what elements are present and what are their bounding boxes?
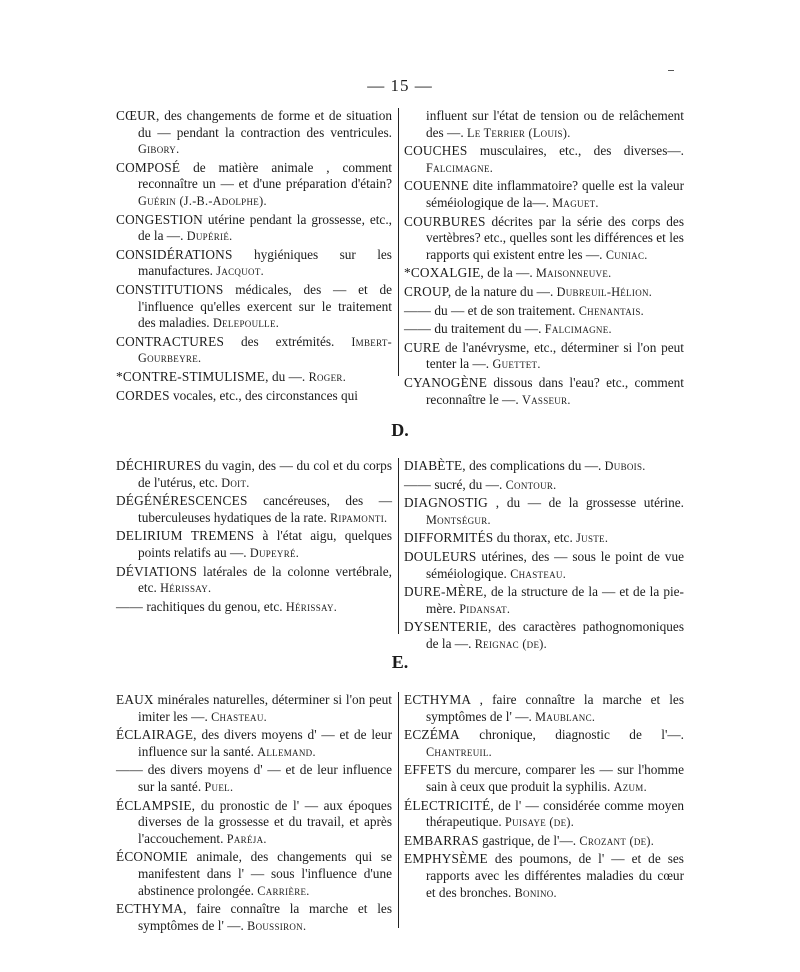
entry-headword: ÉCONOMIE	[116, 849, 188, 865]
page-number: — 15 —	[367, 76, 433, 95]
column-right	[404, 108, 684, 410]
index-entry	[404, 143, 684, 176]
entry-text: musculaires, etc., des diverses—.	[467, 143, 684, 159]
entry-text: du mercure, comparer les — sur l'homme sain à ceux que produit la syphilis.	[426, 762, 684, 794]
entry-headword: CŒUR,	[116, 108, 160, 123]
section-d	[116, 458, 684, 651]
entry-text: des changements de forme et de situation du — pendant la contraction des ventricules.	[138, 108, 392, 140]
entry-headword: DURE-MÈRE,	[404, 584, 487, 600]
entry-headword: EMBARRAS	[404, 832, 479, 848]
entry-headword: DÉVIATIONS	[116, 563, 198, 579]
entry-text: de l'anévrysme, etc., déterminer si l'on peut tenter la —.	[426, 339, 684, 372]
index-entry	[404, 549, 684, 582]
column-left	[116, 458, 392, 617]
entry-author: Falcimagne.	[426, 160, 494, 175]
index-entry	[116, 334, 392, 367]
index-entry	[116, 692, 392, 725]
edge-mark	[668, 70, 674, 71]
index-entry	[404, 340, 684, 373]
column-left	[116, 692, 392, 936]
entry-author: Chasteau.	[510, 566, 567, 581]
entry-text: sucré, du —.	[431, 476, 503, 492]
section-c	[116, 108, 684, 407]
index-entry	[404, 303, 684, 320]
entry-author: Falcimagne.	[544, 322, 612, 337]
index-entry	[404, 530, 684, 547]
index-entry	[116, 493, 392, 526]
index-entry	[116, 282, 392, 332]
entry-headword: EAUX	[116, 692, 154, 707]
entry-headword: DÉGÉNÉRESCENCES	[116, 493, 248, 509]
entry-headword: ECTHYMA,	[116, 901, 187, 917]
entry-headword: ——	[404, 321, 431, 337]
entry-text: latérales de la colonne vertébrale, etc.	[138, 563, 392, 596]
entry-author: Paréja.	[226, 831, 267, 846]
entry-headword: COMPOSÉ	[116, 159, 181, 175]
entry-author: Dupérié.	[186, 229, 233, 244]
entry-author: Guérin (J.-B.-Adolphe).	[138, 193, 267, 208]
entry-author: Dubois.	[604, 459, 646, 473]
index-entry	[404, 798, 684, 831]
index-entry	[404, 477, 684, 494]
entry-author: Crozant (de).	[579, 833, 655, 848]
entry-author: Juste.	[576, 531, 609, 546]
entry-text: de l' — considérée comme moyen thérapeutique.	[426, 797, 684, 830]
entry-author: Le Terrier (Louis).	[467, 125, 571, 140]
letter-heading-e: E.	[391, 652, 409, 672]
entry-author: Carrière.	[257, 883, 310, 898]
entry-headword: ——	[404, 302, 431, 318]
entry-text: animale, des changements qui se manifestent dans l' — sous l'influence d'une abstinence prolongée.	[138, 849, 392, 898]
entry-text: du —.	[268, 368, 306, 384]
index-entry	[404, 833, 684, 850]
index-entry	[116, 762, 392, 795]
entry-author: Boussiron.	[247, 918, 307, 933]
index-entry	[116, 798, 392, 848]
entry-headword: ÉCLAIRAGE,	[116, 727, 197, 743]
entry-text: des poumons, de l' — et de ses rapports avec les différentes maladies du cœur et des bronches.	[426, 851, 684, 900]
entry-author: Allemand.	[257, 744, 316, 759]
entry-text: décrites par la série des corps des vertèbres? etc., quelles sont les différences et les rapports qui existent entre les —.	[426, 213, 684, 262]
index-entry	[116, 247, 392, 280]
entry-text: du — de la grossesse utérine.	[499, 495, 684, 511]
index-entry	[404, 584, 684, 617]
entry-author: Chantreuil.	[426, 744, 492, 759]
entry-text: rachitiques du genou, etc.	[143, 598, 283, 614]
entry-headword: CONSTITUTIONS	[116, 281, 224, 297]
entry-author: Vasseur.	[522, 392, 571, 407]
entry-author: Maisonneuve.	[536, 266, 612, 281]
entry-headword: DELIRIUM TREMENS	[116, 528, 255, 544]
index-entry	[116, 369, 392, 386]
entry-author: Doit.	[221, 475, 250, 490]
entry-text: du thorax, etc.	[493, 530, 573, 546]
entry-author: Maguet.	[552, 195, 599, 210]
entry-text: minérales naturelles, déterminer si l'on peut imiter les —.	[138, 692, 392, 724]
entry-headword: DIAGNOSTIG ,	[404, 495, 500, 511]
entry-text: à l'état aigu, quelques points relatifs au —.	[138, 528, 392, 560]
entry-headword: ÉCLAMPSIE,	[116, 797, 196, 813]
entry-text: de la nature du —.	[451, 283, 554, 299]
entry-headword: ECZÉMA	[404, 727, 460, 743]
entry-text: de la structure de la — et de la pie-mère.	[426, 584, 684, 616]
entry-author: Cuniac.	[605, 247, 648, 262]
index-entry	[404, 178, 684, 211]
column-divider	[398, 458, 399, 634]
index-entry	[404, 692, 684, 725]
entry-text: des complications du —.	[465, 458, 602, 473]
entry-text: vocales, etc., des circonstances qui	[169, 387, 358, 403]
entry-author: Puisaye (de).	[505, 815, 575, 830]
index-entry	[404, 265, 684, 282]
entry-text: utérine pendant la grossesse, etc., de la —.	[138, 211, 392, 244]
entry-text: faire connaître la marche et les symptômes de l' —.	[426, 692, 684, 724]
entry-author: Roger.	[308, 369, 347, 384]
entry-headword: COURBURES	[404, 213, 486, 229]
index-entry	[116, 212, 392, 245]
entry-headword: *CONTRE-STIMULISME,	[116, 368, 269, 384]
entry-author: Contour.	[505, 477, 557, 492]
entry-headword: DÉCHIRURES	[116, 458, 202, 473]
column-right	[404, 692, 684, 903]
entry-author: Chenantais.	[578, 303, 644, 318]
entry-text: dite inflammatoire? quelle est la valeur séméiologique de la—.	[426, 178, 684, 210]
column-right	[404, 458, 684, 655]
entry-text: chronique, diagnostic de l'—.	[459, 727, 684, 743]
entry-text: médicales, des — et de l'influence qu'elles exercent sur le traitement des maladies.	[138, 281, 392, 331]
section-e	[116, 692, 684, 933]
index-entry	[116, 727, 392, 760]
entry-text: faire connaître la marche et les symptômes de l' —.	[138, 901, 392, 933]
entry-author: Reignac (de).	[474, 636, 547, 651]
entry-headword: DYSENTERIE,	[404, 619, 492, 635]
entry-headword: COUCHES	[404, 143, 468, 159]
entry-author: Montségur.	[426, 512, 491, 527]
column-divider	[398, 108, 399, 376]
index-entry	[404, 851, 684, 901]
index-entry	[404, 321, 684, 338]
entry-headword: ECTHYMA ,	[404, 692, 484, 707]
entry-author: Jacquot.	[216, 264, 264, 279]
entry-text: hygiéniques sur les manufactures.	[138, 246, 392, 279]
column-left	[116, 108, 392, 406]
entry-headword: EFFETS	[404, 762, 452, 778]
entry-text: de la —.	[483, 265, 533, 281]
entry-author: Azum.	[613, 779, 647, 794]
entry-author: Dubreuil-Hélion.	[556, 284, 653, 299]
index-entry	[404, 495, 684, 528]
entry-text: utérines, des — sous le point de vue séméiologique.	[426, 548, 684, 581]
entry-headword: ——	[404, 476, 431, 492]
index-entry	[116, 160, 392, 210]
index-entry	[404, 762, 684, 795]
entry-author: Pidansat.	[459, 601, 511, 616]
entry-text: du vagin, des — du col et du corps de l'utérus, etc.	[138, 458, 392, 490]
index-entry	[116, 901, 392, 934]
index-entry	[404, 375, 684, 408]
entry-author: Puel.	[204, 779, 234, 794]
index-entry	[116, 849, 392, 899]
entry-text: des divers moyens d' — et de leur influence sur la santé.	[138, 762, 392, 794]
letter-heading-d: D.	[391, 420, 409, 440]
index-entry	[116, 108, 392, 158]
entry-headword: CONSIDÉRATIONS	[116, 246, 233, 262]
entry-headword: ——	[116, 762, 143, 778]
entry-headword: DOULEURS	[404, 548, 477, 564]
entry-author: Hérissay.	[160, 581, 212, 596]
entry-headword: ——	[116, 598, 143, 614]
entry-text: des extrémités.	[224, 333, 335, 349]
entry-text: du pronostic de l' — aux époques diverses de la grossesse et du travail, et après l'accouchement.	[138, 797, 392, 846]
entry-headword: DIFFORMITÉS	[404, 530, 494, 546]
index-entry	[404, 108, 684, 141]
entry-headword: EMPHYSÈME	[404, 851, 488, 867]
entry-author: Dupeyré.	[249, 545, 300, 560]
entry-author: Gibory.	[138, 142, 180, 157]
index-entry	[404, 284, 684, 301]
entry-text: des caractères pathognomoniques de la —.	[426, 619, 684, 651]
entry-author: Bonino.	[514, 885, 557, 900]
entry-headword: DIABÈTE,	[404, 458, 466, 473]
entry-headword: CYANOGÈNE	[404, 374, 488, 390]
entry-headword: COUENNE	[404, 178, 469, 194]
entry-text: de matière animale , comment reconnaître un — et d'une préparation d'étain?	[138, 159, 392, 192]
column-divider	[398, 692, 399, 928]
entry-author: Imbert-Gourbeyre.	[138, 334, 392, 366]
entry-text: dissous dans l'eau? etc., comment reconnaître le —.	[426, 374, 684, 407]
index-entry	[404, 458, 684, 475]
index-entry	[116, 388, 392, 405]
entry-headword: CONGESTION	[116, 211, 203, 227]
entry-text: du — et de son traitement.	[431, 302, 576, 318]
entry-headword: ÉLECTRICITÉ,	[404, 797, 494, 813]
entry-author: Hérissay.	[285, 599, 338, 614]
entry-author: Maublanc.	[535, 709, 596, 724]
entry-text: du traitement du —.	[431, 321, 542, 337]
index-entry	[116, 599, 392, 616]
entry-author: Chasteau.	[211, 709, 267, 724]
entry-author: Ripamonti.	[330, 510, 388, 525]
index-entry	[404, 727, 684, 760]
entry-headword: CONTRACTURES	[116, 333, 225, 349]
entry-text: gastrique, de l'—.	[478, 832, 577, 848]
index-entry	[404, 214, 684, 264]
entry-author: Delepoulle.	[212, 316, 280, 331]
entry-author: Guettet.	[492, 357, 541, 372]
entry-headword: CROUP,	[404, 283, 452, 299]
entry-text: influent sur l'état de tension ou de relâchement des —.	[426, 108, 684, 140]
entry-headword: CURE	[404, 339, 441, 355]
entry-text: cancéreuses, des — tuberculeuses hydatiques de la rate.	[138, 493, 392, 525]
entry-text: des divers moyens d' — et de leur influence sur la santé.	[138, 727, 392, 759]
index-entry	[404, 619, 684, 652]
entry-headword: *COXALGIE,	[404, 265, 484, 281]
index-entry	[116, 458, 392, 491]
entry-headword: CORDES	[116, 387, 170, 403]
index-entry	[116, 528, 392, 561]
index-entry	[116, 564, 392, 597]
